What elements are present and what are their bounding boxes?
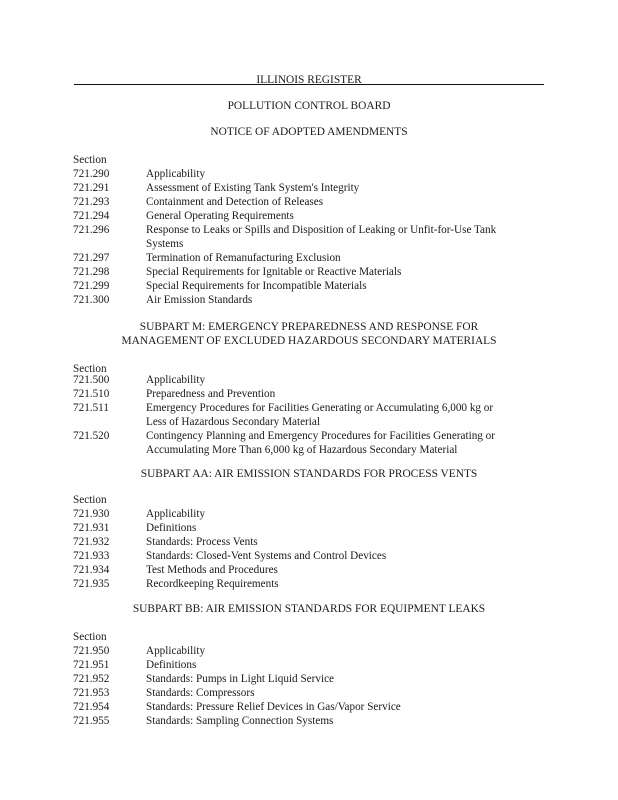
section-number: 721.953 — [73, 687, 110, 699]
section-number: 721.954 — [73, 701, 110, 713]
section-number: 721.952 — [73, 673, 110, 685]
section-title: Applicability — [146, 508, 206, 520]
section-number: 721.932 — [73, 536, 110, 548]
agency-name: POLLUTION CONTROL BOARD — [227, 100, 391, 112]
section-title: Definitions — [146, 659, 197, 671]
section-title: Recordkeeping Requirements — [146, 578, 279, 590]
section-number: 721.293 — [73, 196, 110, 208]
section-title: Standards: Closed-Vent Systems and Control Devices — [146, 550, 387, 562]
section-number: 721.950 — [73, 645, 110, 657]
section-number: 721.297 — [73, 252, 110, 264]
section-title: Applicability — [146, 374, 206, 386]
subpart-m-heading: SUBPART M: EMERGENCY PREPAREDNESS AND RESPONSE FOR — [139, 321, 479, 333]
section-number: 721.934 — [73, 564, 110, 576]
section-number: 721.500 — [73, 374, 110, 386]
section-title: Applicability — [146, 645, 206, 657]
section-title: Special Requirements for Incompatible Materials — [146, 280, 367, 292]
section-number: 721.294 — [73, 210, 110, 222]
section-number: 721.955 — [73, 715, 110, 727]
section-title: Standards: Pressure Relief Devices in Gas/Vapor Service — [146, 701, 401, 713]
section-title: Termination of Remanufacturing Exclusion — [146, 252, 341, 264]
section-title: Assessment of Existing Tank System's Integrity — [146, 182, 360, 194]
section-title: Definitions — [146, 522, 197, 534]
section-title: Containment and Detection of Releases — [146, 196, 324, 208]
section-number: 721.935 — [73, 578, 110, 590]
section-number: 721.930 — [73, 508, 110, 520]
section-title: Emergency Procedures for Facilities Generating or Accumulating 6,000 kg or Less of Hazardous Secondary Material — [146, 402, 494, 428]
section-number: 721.298 — [73, 266, 110, 278]
section-title: Special Requirements for Ignitable or Reactive Materials — [146, 266, 402, 278]
section-title: Air Emission Standards — [146, 294, 253, 306]
subpart-m-heading-line2: MANAGEMENT OF EXCLUDED HAZARDOUS SECONDARY MATERIALS — [121, 335, 497, 347]
section-title: Response to Leaks or Spills and Disposition of Leaking or Unfit-for-Use Tank Systems — [146, 224, 497, 250]
section-label: Section — [73, 631, 107, 643]
section-number: 721.951 — [73, 659, 110, 671]
section-title: Preparedness and Prevention — [146, 388, 276, 400]
section-title: Standards: Process Vents — [146, 536, 258, 548]
section-number: 721.296 — [73, 224, 110, 236]
section-number: 721.520 — [73, 430, 110, 442]
section-title: Standards: Pumps in Light Liquid Service — [146, 673, 334, 685]
section-title: Standards: Sampling Connection Systems — [146, 715, 334, 727]
section-title: Applicability — [146, 168, 206, 180]
section-number: 721.511 — [73, 402, 109, 414]
section-number: 721.300 — [73, 294, 110, 306]
section-number: 721.510 — [73, 388, 110, 400]
section-label: Section — [73, 154, 107, 166]
section-number: 721.291 — [73, 182, 110, 194]
register-title: ILLINOIS REGISTER — [256, 74, 362, 86]
subpart-bb-heading: SUBPART BB: AIR EMISSION STANDARDS FOR EQUIPMENT LEAKS — [132, 603, 486, 615]
section-title: Test Methods and Procedures — [146, 564, 278, 576]
section-title: General Operating Requirements — [146, 210, 294, 222]
section-title: Contingency Planning and Emergency Procedures for Facilities Generating or Accumulating More Than 6,000 kg of Hazardous Secondary Material — [146, 430, 495, 456]
section-title: Standards: Compressors — [146, 687, 255, 699]
section-label: Section — [73, 494, 107, 506]
section-number: 721.933 — [73, 550, 110, 562]
subpart-aa-heading: SUBPART AA: AIR EMISSION STANDARDS FOR PROCESS VENTS — [140, 468, 478, 480]
section-number: 721.299 — [73, 280, 110, 292]
notice-title: NOTICE OF ADOPTED AMENDMENTS — [210, 126, 408, 138]
section-number: 721.290 — [73, 168, 110, 180]
section-label: Section — [73, 363, 107, 375]
section-number: 721.931 — [73, 522, 110, 534]
